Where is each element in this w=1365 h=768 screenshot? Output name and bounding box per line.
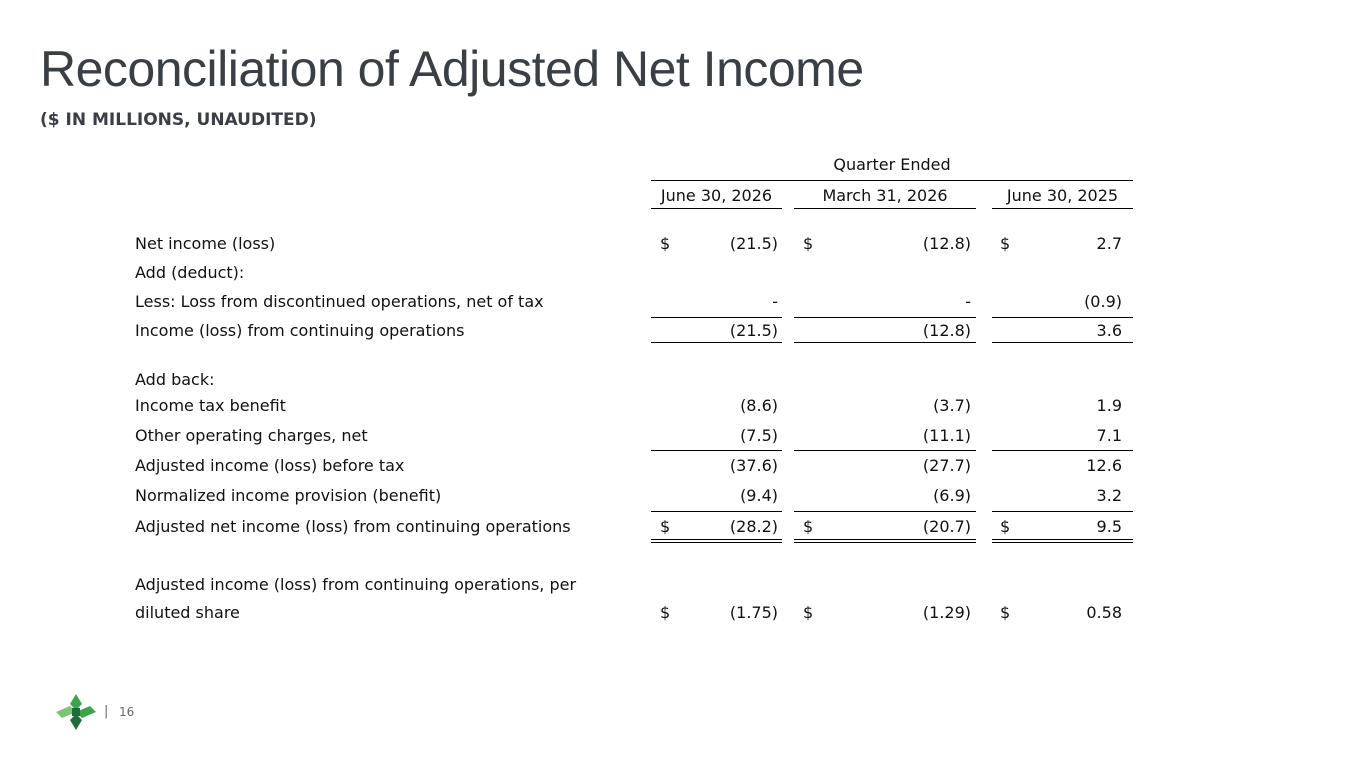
subtotal-rule (992, 511, 1133, 512)
company-logo-icon (56, 694, 96, 730)
cell-value: 3.6 (1096, 321, 1122, 340)
row-label: Add back: (135, 370, 215, 389)
currency-symbol: $ (1000, 517, 1011, 536)
page-subtitle: ($ IN MILLIONS, UNAUDITED) (40, 110, 317, 130)
cell-value: 3.2 (1096, 486, 1122, 505)
total-double-rule (794, 539, 976, 543)
subtotal-rule (992, 317, 1133, 318)
subtotal-rule (794, 450, 976, 451)
currency-symbol: $ (803, 603, 814, 622)
subtotal-rule (992, 450, 1133, 451)
subtotal-rule (794, 342, 976, 343)
row-label: Income (loss) from continuing operations (135, 321, 465, 340)
subtotal-rule (651, 450, 782, 451)
cell-value: 0.58 (1086, 603, 1122, 622)
cell-value: 9.5 (1096, 517, 1122, 536)
cell-value: (9.4) (740, 486, 778, 505)
row-label: Less: Loss from discontinued operations, net of tax (135, 292, 544, 311)
row-label: Net income (loss) (135, 234, 276, 253)
total-double-rule (992, 539, 1133, 543)
cell-value: (3.7) (933, 396, 971, 415)
cell-value: 7.1 (1096, 426, 1122, 445)
cell-value: (12.8) (922, 234, 971, 253)
column-rule (794, 208, 976, 209)
column-header: June 30, 2025 (1006, 186, 1119, 205)
cell-value: (6.9) (933, 486, 971, 505)
currency-symbol: $ (1000, 603, 1011, 622)
cell-value: (11.1) (922, 426, 971, 445)
column-header: March 31, 2026 (822, 186, 948, 205)
cell-value: (1.29) (922, 603, 971, 622)
row-label: Income tax benefit (135, 396, 286, 415)
row-label: Add (deduct): (135, 263, 245, 282)
currency-symbol: $ (660, 517, 671, 536)
subtotal-rule (651, 342, 782, 343)
group-header: Quarter Ended (833, 155, 951, 174)
subtotal-rule (794, 317, 976, 318)
subtotal-rule (651, 317, 782, 318)
column-rule (992, 208, 1133, 209)
header-rule (651, 180, 1133, 181)
cell-value: (21.5) (729, 321, 778, 340)
currency-symbol: $ (660, 234, 671, 253)
cell-value: - (772, 292, 778, 311)
cell-value: (21.5) (729, 234, 778, 253)
cell-value: (8.6) (740, 396, 778, 415)
row-label: Normalized income provision (benefit) (135, 486, 442, 505)
cell-value: (0.9) (1084, 292, 1122, 311)
cell-value: 12.6 (1086, 456, 1122, 475)
cell-value: (27.7) (922, 456, 971, 475)
cell-value: 1.9 (1096, 396, 1122, 415)
currency-symbol: $ (803, 517, 814, 536)
subtotal-rule (992, 342, 1133, 343)
column-rule (651, 208, 782, 209)
row-label: diluted share (135, 603, 240, 622)
cell-value: (1.75) (729, 603, 778, 622)
total-double-rule (651, 539, 782, 543)
cell-value: (28.2) (729, 517, 778, 536)
row-label: Adjusted income (loss) before tax (135, 456, 405, 475)
cell-value: 2.7 (1096, 234, 1122, 253)
cell-value: (20.7) (922, 517, 971, 536)
column-header: June 30, 2026 (660, 186, 773, 205)
row-label: Adjusted income (loss) from continuing operations, per (135, 575, 577, 594)
cell-value: - (965, 292, 971, 311)
cell-value: (7.5) (740, 426, 778, 445)
row-label: Other operating charges, net (135, 426, 368, 445)
row-label: Adjusted net income (loss) from continuing operations (135, 517, 571, 536)
cell-value: (37.6) (729, 456, 778, 475)
subtotal-rule (794, 511, 976, 512)
cell-value: (12.8) (922, 321, 971, 340)
footer-separator: | (104, 704, 109, 719)
subtotal-rule (651, 511, 782, 512)
page-number: 16 (119, 705, 135, 719)
currency-symbol: $ (803, 234, 814, 253)
page-title: Reconciliation of Adjusted Net Income (40, 41, 864, 97)
currency-symbol: $ (1000, 234, 1011, 253)
currency-symbol: $ (660, 603, 671, 622)
